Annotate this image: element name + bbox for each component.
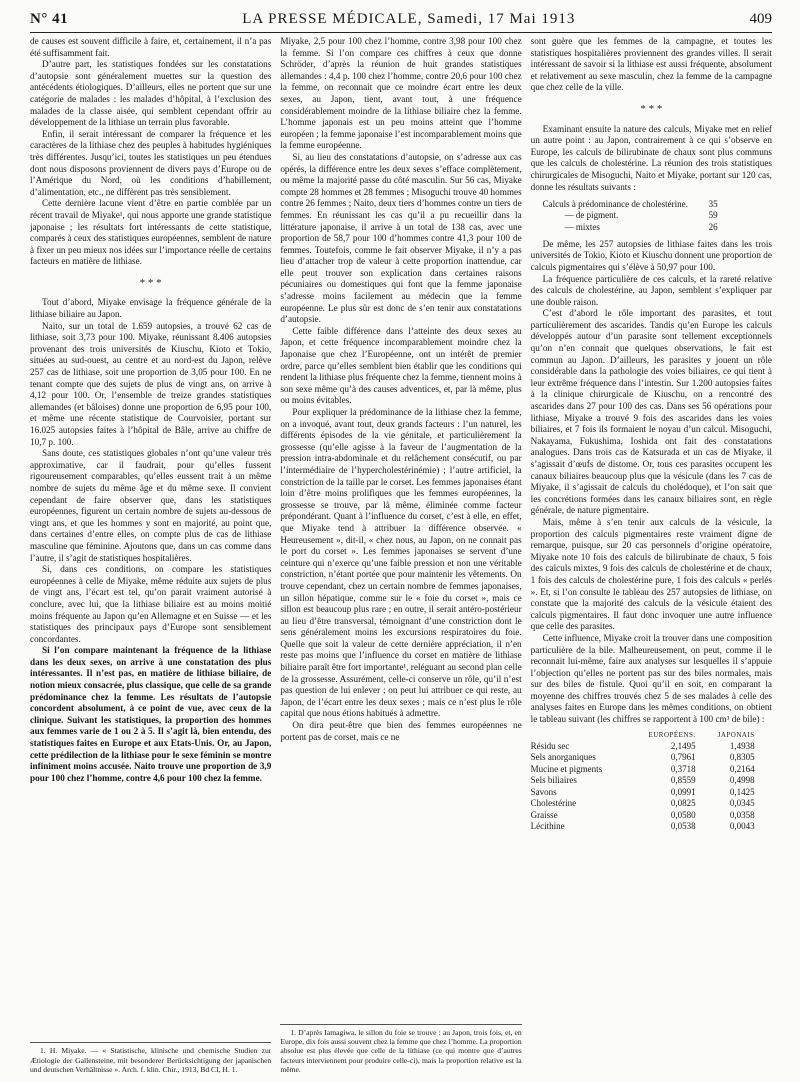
paragraph: Examinant ensuite la nature des calculs, Miyake met en relief un autre point : au Japon, contrairement à ce qui s’observe en Europe, les calculs de bilirubinate de chaux sont plus communs que les calculs de cholestérine. La réunion des trois statistiques chirurgicales de Misoguchi, Naito et Miyake, portant sur 120 cas, donne les résultats suivants : bbox=[530, 123, 772, 192]
column-header: JAPONAIS bbox=[717, 730, 755, 739]
table-row: Sels biliaires 0,8559 0,4998 bbox=[530, 775, 755, 786]
paragraph: La fréquence particulière de ces calculs, et la rareté relative des calculs de cholestérine, au Japon, semblent s’expliquer par une double raison. bbox=[530, 273, 772, 307]
section-separator: * * * bbox=[139, 276, 162, 289]
column-1 bbox=[30, 36, 271, 1074]
table-row: Graisse 0,0580 0,0358 bbox=[530, 809, 755, 820]
issue-number: N° 41 bbox=[30, 10, 69, 27]
journal-title: LA PRESSE MÉDICALE, Samedi, 17 Mai 1913 bbox=[242, 10, 576, 27]
col1-body bbox=[30, 36, 271, 784]
table-row: Résidu sec 2,1495 1,4938 bbox=[530, 741, 755, 752]
paragraph: sont guère que les femmes de la campagne, et toutes les statistiques hospitalières proviennent des grandes villes. Il serait intéressant de savoir si la lithiase est aussi fréquente, absolument et relativement au sexe masculin, chez la femme de la campagne que chez celle de la ville. bbox=[530, 36, 772, 93]
calculi-row: — mixtes 26 bbox=[564, 221, 718, 232]
footnote bbox=[280, 1024, 521, 1074]
page-header bbox=[30, 6, 772, 33]
footnote-text: 1. D’après Iamagiwa, le sillon du foie se trouve : au Japon, trois fois, et, en Europe, dix fois aussi souvent chez la femme que chez l’homme. La proportion absolue est plus élevée que celle de la lithiase (ce qui montre que d’autres facteurs interviennent pour produire celle-ci), mais la proportion relative est la même. bbox=[280, 1027, 522, 1074]
table-row: Savons 0,0991 0,1425 bbox=[530, 786, 755, 797]
table-row: Sels anorganiques 0,7961 0,8305 bbox=[530, 752, 755, 763]
paragraph: Mais, même à s’en tenir aux calculs de la vésicule, la proportion des calculs pigmentaires reste vraiment digne de remarque, puisque, sur 20 cas personnels d’origine opératoire, Miyake note 10 fois des calculs de bilirubinate de chaux, 5 fois des calculs mixtes, 9 fois des calculs de cholestérine et de chaux, 1 fois des calculs de cholestérine pure, 1 fois des calculs « perlés ». Et, si l’on consulte le tableau des 257 autopsies de lithiase, on constate que la majorité des calculs de la vésicule étaient des calculs pigmentaires. Il faut donc invoquer une autre influence que celle des parasites. bbox=[530, 516, 772, 632]
calculi-row: — de pigment. 59 bbox=[564, 210, 718, 221]
calculi-row: Calculs à prédominance de cholestérine. 35 bbox=[542, 199, 718, 210]
bile-comparison-table bbox=[531, 730, 772, 833]
paragraph: On dira peut-être que bien des femmes européennes ne portent pas de corset, mais ce ne bbox=[280, 720, 522, 742]
paragraph: de causes est souvent difficile à faire, et, certainement, il n’a pas été suffisamment fait. bbox=[30, 36, 272, 58]
paragraph: Tout d’abord, Miyake envisage la fréquence générale de la lithiase biliaire au Japon. bbox=[30, 297, 272, 320]
paragraph: Miyake, 2,5 pour 100 chez l’homme, contre 3,98 pour 100 chez la femme. Si l’on compare ces chiffres à ceux que donne Schröder, d’après la réunion de huit grandes statistiques allemandes : 4,4 p. 100 chez l’homme, contre 20,6 pour 100 chez la femme, on reconnait que ce moindre écart entre les deux sexes, au Japon, tient, avant tout, à une fréquence considérablement moindre de la lithiase biliaire chez la femme. L’homme japonais est un peu moins atteint que l’homme européen ; la femme japonaise l’est incomparablement moins que la femme européenne. bbox=[280, 36, 522, 151]
paragraph: D’autre part, les statistiques fondées sur les constatations d’autopsie sont généralement muettes sur la question des antécédents étiologiques. D’ailleurs, elles ne portent que sur une catégorie de malades : les malades d’hôpital, à l’exclusion des malades de la classe aisée, qui semblent cependant offrir au développement de la lithiase un terrain plus favorable. bbox=[30, 59, 272, 128]
paragraph: C’est d’abord le rôle important des parasites, et tout particulièrement des ascarides. Tandis qu’en Europe les calculs développés autour d’un parasite sont tellement exceptionnels qu’on n’en connait que quelques observations, le fait est commun au Japon. D’ailleurs, les parasites y jouent un rôle considérable dans la pathologie des voies biliaires, ce qui tient à leur extrême fréquence dans l’intestin. Sur 1.200 autopsies faites à la clinique chirurgicale de Kiuschu, on a rencontré des ascarides dans 27 pour 100 des cas. Dans ses 56 opérations pour lithiase, Miyake a trouvé 9 fois des ascarides dans les voies biliaires, et 7 fois ils formaient le noyau d’un calcul. Misoguchi, Nakayama, Fukushima, Ioshida ont fait des constatations analogues. Dans trois cas de Katsurada et un cas de Miyake, il s’agissait d’œufs de distome. Or, tous ces parasites occupent les canaux biliaires beaucoup plus que la vésicule (dans les 7 cas de Miyake, il s’agissait de calculs du cholédoque), et l’on sait que les concrétions formées dans les canaux biliaires sont, en règle générale, de nature pigmentaire. bbox=[530, 308, 772, 516]
table-row: Mucine et pigments 0,3718 0,2164 bbox=[530, 763, 755, 774]
table-header bbox=[531, 730, 772, 741]
paragraph: De même, les 257 autopsies de lithiase faites dans les trois universités de Tokio, Kioto et Kiuschu donnent une proportion de calculs pigmentaires qui s’élève à 50,97 pour 100. bbox=[530, 238, 772, 272]
section-separator: * * * bbox=[640, 102, 663, 115]
paragraph: Naito, sur un total de 1.659 autopsies, a trouvé 62 cas de lithiase, soit 3,73 pour 100. Miyake, réunissant 8.406 autopsies provenant des trois universités de Kiuschu, Kioto et Tokio, situées au sud-ouest, au centre et au nord-est du Japon, relève 257 cas de lithiase, soit une proportion de 3,05 pour 100. En ne tenant compte que des sujets de plus de vingt ans, on arrive à 4,12 pour 100. Or, l’ensemble de treize grandes statistiques allemandes (et bâloises) donne une proportion de 6,95 pour 100, et même une récente statistique de Courvoisier, portant sur 16.025 autopsies faites à l’hôpital de Bâle, arrive au chiffre de 10,7 p. 100. bbox=[30, 320, 272, 447]
footnote-text: 1. H. Miyake. — « Statistische, klinische und chemische Studien zur Ætiologie der Gallensteine, mit besonderer Berücksichtigung der japanischen und deutschen Verhältnisse ». Arch. f. klin. Chir., 1913, Bd CI, H. 1. bbox=[30, 1046, 272, 1074]
column-2 bbox=[280, 36, 521, 1074]
table-row: Lécithine 0,0538 0,0043 bbox=[530, 820, 755, 831]
table-row: Cholestérine 0,0825 0,0345 bbox=[530, 798, 755, 809]
paragraph: Enfin, il serait intéressant de comparer la fréquence et les caractères de la lithiase chez des peuples à habitudes hygiéniques très différentes. Jusqu’ici, toutes les statistiques un peu étendues dont nous disposons proviennent de divers pays d’Europe ou de l’Amérique du Nord, où les conditions d’habillement, d’alimentation, etc., ne diffèrent pas très sensiblement. bbox=[30, 128, 272, 197]
paragraph: Sans doute, ces statistiques globales n’ont qu’une valeur très approximative, car il faudrait, pour qu’elles fussent rigoureusement comparables, qu’elles eussent trait à un même nombre de sujets du même âge et du même sexe. Il convient cependant de faire observer que, dans les statistiques européennes, figurent un certain nombre de sujets au-dessous de vingt ans, et que les hommes y sont en majorité, au point que, dans certaines d’entre elles, on compte plus de cas de lithiase masculine que féminine. Ajoutons que, dans un cas comme dans l’autre, il s’agit de statistiques hospitalières. bbox=[30, 448, 272, 563]
paragraph: Cette faible différence dans l’atteinte des deux sexes au Japon, et cette fréquence incomparablement moindre chez la Japonaise que chez l’Européenne, ont un intérêt de premier ordre, parce qu’elles semblent bien établir que les conditions qui rendent la lithiase plus fréquente chez la femme, tiennent moins à son sexe même qu’à des causes adventices, et, par là même, plus ou moins évitables. bbox=[280, 325, 522, 406]
footnote bbox=[30, 1042, 271, 1074]
article-columns bbox=[30, 36, 772, 1074]
calculi-table bbox=[543, 199, 772, 233]
page-number: 409 bbox=[749, 10, 772, 27]
col2-body bbox=[280, 36, 521, 743]
paragraph: Si, dans ces conditions, on compare les statistiques européennes à celle de Miyake, même réduite aux sujets de plus de vingt ans, l’écart est tel, qu’on parait vraiment autorisé à conclure, avec lui, que la lithiase biliaire est au moins moitié moins fréquente au Japon qu’en Allemagne et en Suisse — et les statistiques des principaux pays d’Europe sont sensiblement concordantes. bbox=[30, 564, 272, 644]
column-3 bbox=[531, 36, 772, 1074]
paragraph: Si l’on compare maintenant la fréquence de la lithiase dans les deux sexes, on arrive à une constatation des plus intéressantes. Il n’est pas, en matière de lithiase biliaire, de notion mieux consacrée, plus classique, que celle de sa grande prédominance chez la femme. Les résultats de l’autopsie concordent absolument, à ce point de vue, avec ceux de la clinique. Suivant les statistiques, la proportion des hommes aux femmes varie de 1 ou 2 à 5. Il s’agit là, bien entendu, des statistiques faites en Europe et aux Etats-Unis. Or, au Japon, cette prédilection de la lithiase pour le sexe féminin se montre infiniment moins accusée. Naito trouve une proportion de 3,9 pour 100 chez l’homme, contre 4,6 pour 100 chez la femme. bbox=[30, 645, 272, 783]
paragraph: Pour expliquer la prédominance de la lithiase chez la femme, on a invoqué, avant tout, deux grands facteurs : l’un naturel, les différents épisodes de la vie génitale, et particulièrement la grossesse (qu’elle agisse à la faveur de l’augmentation de la pression intra-abdominale et du relâchement consécutif, ou par l’intermédiaire de l’hypercholestérinémie) ; l’autre artificiel, la constriction de la taille par le corset. Les femmes japonaises étant loin d’être moins prolifiques que les femmes européennes, la grossesse se trouve, par là même, éliminée comme facteur prépondérant. Quant à l’influence du corset, c’est à elle, en effet, que Miyake tend à attribuer la différence observée. « Heureusement », dit-il, « chez nous, au Japon, on ne connait pas le port du corset ». Les femmes japonaises se servent d’une ceinture qui n’exerce qu’une faible pression et non une véritable constriction, n’étant portée que pour maintenir les vêtements. On trouve cependant, chez un certain nombre de femmes japonaises, un sillon hépatique, comme sur le « foie du corset », mais ce sillon est beaucoup plus rare ; en outre, il serait antéro-postérieur au lieu d’être transversal, témoignant d’une constriction dont le sens généralement moins les excursions respiratoires du foie. Quelle que soit la valeur de cette dernière appréciation, il n’en reste pas moins que l’influence du corset en matière de lithiase biliaire paraît être fort importante¹, reléguant au second plan celle de la grossesse. Assurément, celle-ci conserve un rôle, qu’il n’est pas question de lui enlever ; on peut lui attribuer ce qui reste, au Japon, de l’écart entre les deux sexes ; mais ce n’est plus le rôle capital que nous étions habitués à admettre. bbox=[280, 407, 522, 719]
column-header: EUROPÉENS. bbox=[648, 730, 696, 739]
paragraph: Cette influence, Miyake croit la trouver dans une composition particulière de la bile. Malheureusement, on peut, comme il le reconnait lui-même, faire aux analyses sur lesquelles il s’appuie l’objection qu’elles ne portent pas sur des biles normales, mais sur des biles de fistule. Quoi qu’il en soit, en comparant la moyenne des chiffres trouvés chez 5 de ses malades à celle des analyses faites en Europe dans les mêmes conditions, on obtient le tableau suivant (les chiffres se rapportent à 100 cm³ de bile) : bbox=[530, 632, 772, 725]
paragraph: Si, au lieu des constatations d’autopsie, on s’adresse aux cas opérés, la différence entre les deux sexes s’efface complètement, ou même la majorité passe du côté masculin. Sur 56 cas, Miyake compte 28 hommes et 28 femmes ; Misoguchi trouve 40 hommes contre 26 femmes ; Naito, deux tiers d’hommes contre un tiers de femmes. En réunissant les cas qu’il a pu recueillir dans la littérature japonaise, il arrive à un total de 138 cas, avec une proportion de 58,7 pour 100 d’hommes contre 41,3 pour 100 de femmes. Toutefois, comme le fait observer Miyake, il n’y a pas lieu d’attacher trop de valeur à cette proportion inattendue, car elle peut trouver son explication dans certaines raisons pécuniaires ou domestiques qui font que la femme japonaise s’adresse moins facilement au médecin que la femme européenne. Le plus sûr est donc de s’en tenir aux constatations d’autopsie. bbox=[280, 151, 522, 325]
paragraph: Cette dernière lacune vient d’être en partie comblée par un récent travail de Miyake¹, qui nous apporte une grande statistique japonaise ; les résultats fort intéressants de cette statistique, comparés à ceux des statistiques européennes, semblent de nature à fixer un peu mieux nos idées sur l’importance réelle de certains facteurs en matière de lithiase. bbox=[30, 198, 272, 267]
